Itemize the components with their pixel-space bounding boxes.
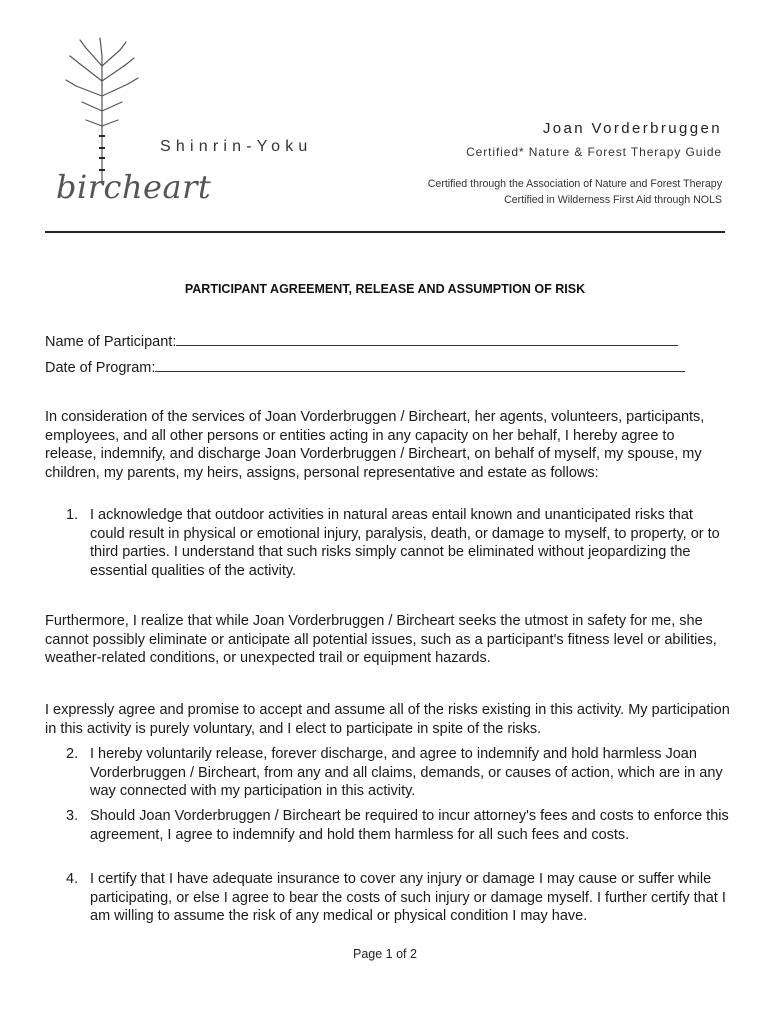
program-date-label: Date of Program:	[45, 360, 156, 376]
list-item-number: 2.	[66, 746, 79, 762]
agreement-paragraph: I expressly agree and promise to accept and assume all of the risks existing in this activity. My participation in this activity is purely voluntary, and I elect to participate in spite of the risks.	[45, 702, 730, 737]
header-divider	[45, 231, 725, 233]
list-item	[66, 506, 730, 580]
list-item-number: 4.	[66, 871, 79, 887]
list-item-number: 1.	[66, 507, 79, 523]
participant-name-label: Name of Participant:	[45, 334, 177, 350]
certification-line: Certified through the Association of Nature and Forest Therapy	[427, 178, 722, 190]
participant-name-field[interactable]	[45, 331, 678, 350]
guide-title: Certified* Nature & Forest Therapy Guide	[466, 145, 722, 159]
intro-paragraph: In consideration of the services of Joan Vorderbruggen / Bircheart, her agents, volunteers, participants, employees, and all other persons or entities acting in any capacity on her behalf, I hereby agree to release, indemnify, and discharge Joan Vorderbruggen / Bircheart, on behalf of myself, my spouse, my children, my parents, my heirs, assigns, personal representative and estate as follows:	[45, 409, 705, 481]
participant-name-blank[interactable]	[176, 331, 678, 346]
program-date-blank[interactable]	[155, 357, 685, 372]
document-title: PARTICIPANT AGREEMENT, RELEASE AND ASSUMPTION OF RISK	[184, 282, 586, 296]
certification-line: Certified in Wilderness First Aid through NOLS	[504, 194, 722, 206]
guide-header	[428, 120, 722, 208]
page-number: Page 1 of 2	[353, 947, 417, 961]
list-item-text: I acknowledge that outdoor activities in natural areas entail known and unanticipated risks that could result in physical or emotional injury, paralysis, death, or damage to myself, to property, or to third parties. I understand that such risks simply cannot be eliminated without jeopardizing the essential qualities of the activity.	[90, 507, 720, 579]
certifications	[428, 176, 722, 208]
guide-name: Joan Vorderbruggen	[542, 120, 722, 137]
list-item-number: 3.	[66, 808, 79, 824]
list-item-text: I certify that I have adequate insurance to cover any injury or damage I may cause or suffer while participating, or else I agree to bear the costs of such injury or damage myself. I further certify that I am willing to assume the risk of any medical or physical condition I may have.	[90, 871, 726, 924]
list-item	[66, 807, 730, 844]
list-item-text: I hereby voluntarily release, forever discharge, and agree to indemnify and hold harmless Joan Vorderbruggen / Bircheart, from any and all claims, demands, or causes of action, which are in any way connected with my participation in this activity.	[90, 746, 723, 799]
list-item-text: Should Joan Vorderbruggen / Bircheart be required to incur attorney's fees and costs to enforce this agreement, I agree to indemnify and hold them harmless for all such fees and costs.	[90, 808, 729, 843]
list-item	[66, 745, 730, 801]
furthermore-paragraph: Furthermore, I realize that while Joan Vorderbruggen / Bircheart seeks the utmost in safety for me, she cannot possibly eliminate or anticipate all potential issues, such as a participant's fitness level or abilities, weather-related conditions, or unexpected trail or equipment hazards.	[45, 613, 717, 666]
program-date-field[interactable]	[45, 357, 685, 376]
brand-tagline: Shinrin-Yoku	[160, 138, 313, 155]
birch-tree-logo-icon	[62, 36, 142, 186]
brand-logo-text: bircheart	[56, 168, 212, 206]
list-item	[66, 870, 730, 926]
